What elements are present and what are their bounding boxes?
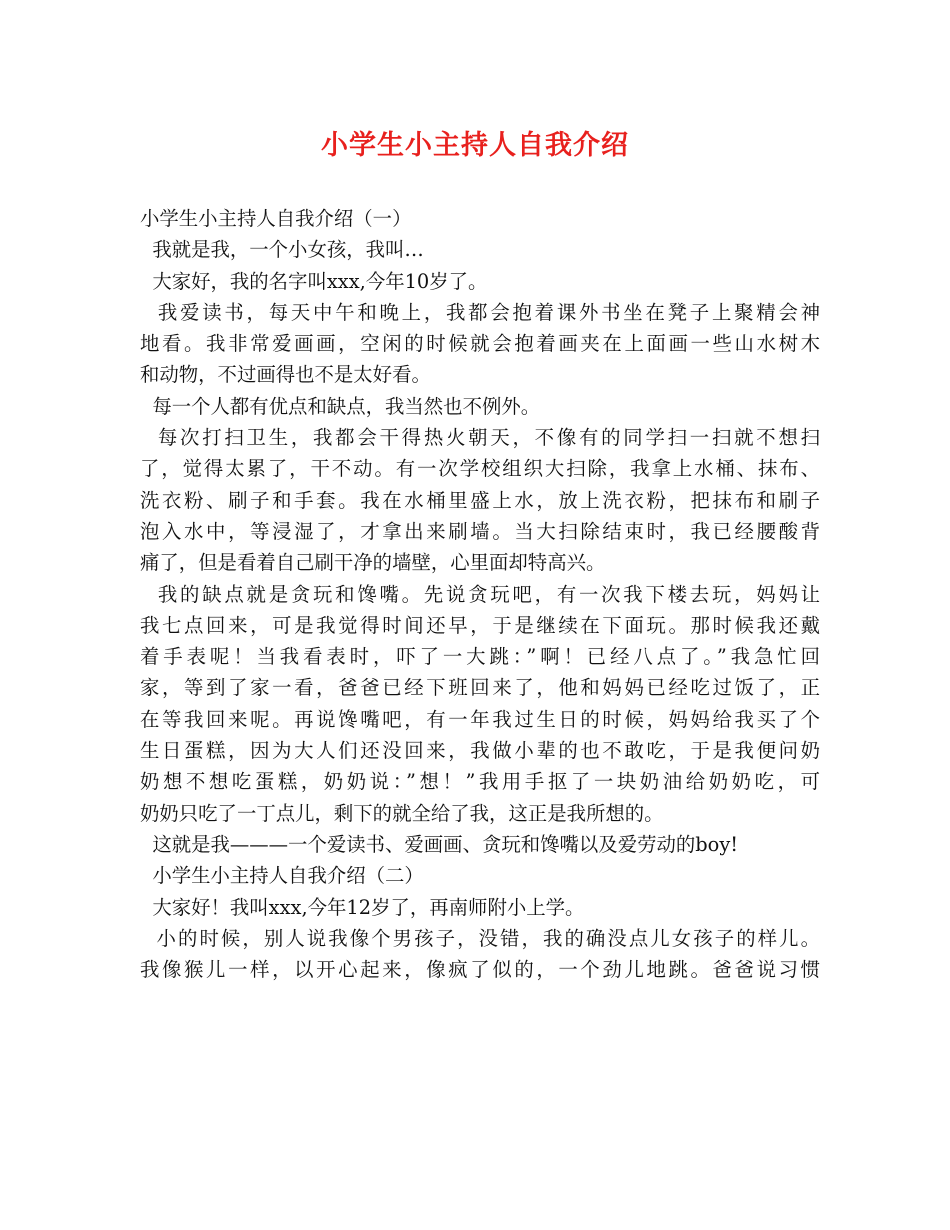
text-line: 大家好！我叫xxx,今年12岁了，再南师附小上学。: [140, 895, 585, 919]
text-line: 洗衣粉、刷子和手套。我在水桶里盛上水，放上洗衣粉，把抹布和刷子: [140, 488, 820, 512]
text-line: 生日蛋糕，因为大人们还没回来，我做小辈的也不敢吃，于是我便问奶: [140, 739, 820, 763]
text-line: 奶想不想吃蛋糕，奶奶说：”想！”我用手抠了一块奶油给奶奶吃，可: [140, 770, 820, 794]
document-title: 小学生小主持人自我介绍: [321, 130, 629, 161]
text-line: 小学生小主持人自我介绍（一）: [140, 207, 412, 230]
text-line: 痛了，但是看着自己刷干净的墙壁，心里面却特高兴。: [140, 551, 606, 575]
text-line: 我七点回来，可是我觉得时间还早，于是继续在下面玩。那时候我还戴: [140, 613, 820, 637]
text-line: 地看。我非常爱画画，空闲的时候就会抱着画夹在上面画一些山水树木: [140, 332, 820, 356]
text-line: 泡入水中，等浸湿了，才拿出来刷墙。当大扫除结束时，我已经腰酸背: [140, 519, 820, 543]
text-line: 大家好，我的名字叫xxx,今年10岁了。: [140, 269, 488, 293]
text-line: 在等我回来呢。再说馋嘴吧，有一年我过生日的时候，妈妈给我买了个: [140, 707, 820, 731]
text-line: 我爱读书，每天中午和晚上，我都会抱着课外书坐在凳子上聚精会神: [140, 300, 821, 324]
text-line: 小的时候，别人说我像个男孩子，没错，我的确没点儿女孩子的样儿。: [140, 926, 821, 950]
text-line: 这就是我———一个爱读书、爱画画、贪玩和馋嘴以及爱劳动的boy!: [140, 832, 739, 856]
text-line: 和动物，不过画得也不是太好看。: [140, 363, 431, 387]
text-line: 家，等到了家一看，爸爸已经下班回来了，他和妈妈已经吃过饭了，正: [140, 676, 820, 700]
text-line: 小学生小主持人自我介绍（二）: [140, 864, 424, 888]
text-line: 我就是我，一个小女孩，我叫…: [140, 238, 424, 262]
document-body: [140, 203, 820, 985]
text-line: 我的缺点就是贪玩和馋嘴。先说贪玩吧，有一次我下楼去玩，妈妈让: [140, 582, 821, 606]
text-line: 每一个人都有优点和缺点，我当然也不例外。: [140, 394, 541, 418]
text-line: 每次打扫卫生，我都会干得热火朝天，不像有的同学扫一扫就不想扫: [140, 426, 821, 450]
text-line: 我像猴儿一样，以开心起来，像疯了似的，一个劲儿地跳。爸爸说习惯: [140, 958, 820, 982]
text-line: 着手表呢！当我看表时，吓了一大跳：”啊！已经八点了。”我急忙回: [140, 645, 820, 669]
text-line: 了，觉得太累了，干不动。有一次学校组织大扫除，我拿上水桶、抹布、: [140, 457, 820, 481]
text-line: 奶奶只吃了一丁点儿，剩下的就全给了我，这正是我所想的。: [140, 801, 664, 825]
